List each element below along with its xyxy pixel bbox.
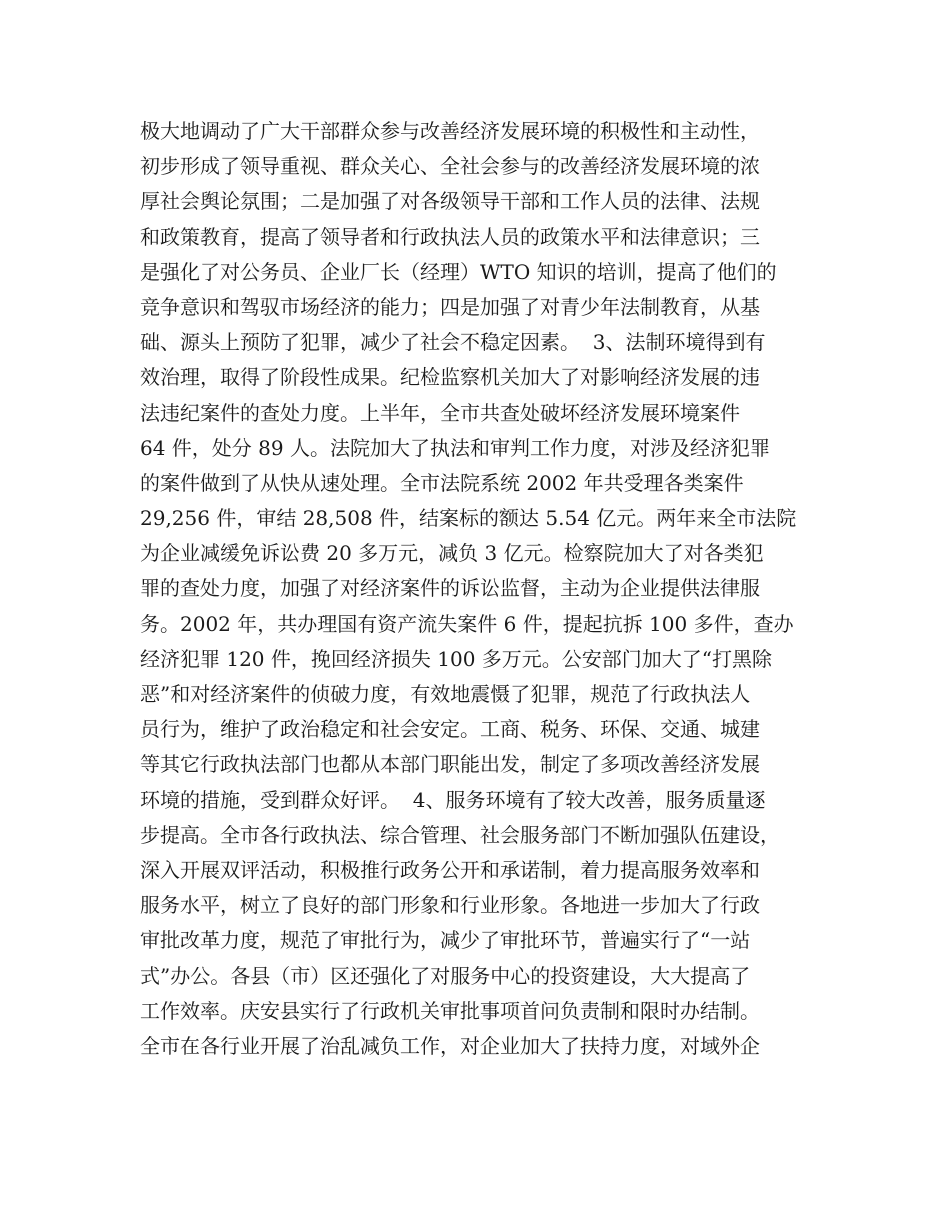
text-line: 初步形成了领导重视、群众关心、全社会参与的改善经济发展环境的浓 xyxy=(140,154,760,179)
text-line: 法违纪案件的查处力度。上半年，全市共查处破坏经济发展环境案件 xyxy=(140,400,740,425)
text-line: 为企业减缓免诉讼费 20 多万元，减负 3 亿元。检察院加大了对各类犯 xyxy=(140,541,764,566)
text-line: 极大地调动了广大干部群众参与改善经济发展环境的积极性和主动性， xyxy=(140,119,760,143)
text-line: 深入开展双评活动，积极推行政务公开和承诺制，着力提高服务效率和 xyxy=(140,857,760,882)
text-line: 工作效率。庆安县实行了行政机关审批事项首问负责制和限时办结制。 xyxy=(140,998,760,1023)
text-line: 是强化了对公务员、企业厂长（经理）WTO 知识的培训，提高了他们的 xyxy=(140,259,777,284)
text-line: 的案件做到了从快从速处理。全市法院系统 2002 年共受理各类案件 xyxy=(140,470,744,495)
text-line: 服务水平，树立了良好的部门形象和行业形象。各地进一步加大了行政 xyxy=(140,893,760,918)
text-line: 经济犯罪 120 件，挽回经济损失 100 多万元。公安部门加大了“打黑除 xyxy=(140,646,773,671)
text-line: 式”办公。各县（市）区还强化了对服务中心的投资建设，大大提高了 xyxy=(140,963,751,988)
text-line: 全市在各行业开展了治乱减负工作，对企业加大了扶持力度，对域外企 xyxy=(140,1033,760,1058)
text-line: 环境的措施，受到群众好评。 4、服务环境有了较大改善，服务质量逐 xyxy=(140,787,766,812)
text-line: 础、源头上预防了犯罪，减少了社会不稳定因素。 3、法制环境得到有 xyxy=(140,330,766,355)
text-line: 审批改革力度，规范了审批行为，减少了审批环节，普遍实行了“一站 xyxy=(140,928,751,953)
text-line: 等其它行政执法部门也都从本部门职能出发，制定了多项改善经济发展 xyxy=(140,752,760,777)
text-line: 务。2002 年，共办理国有资产流失案件 6 件，提起抗拆 100 多件，查办 xyxy=(140,611,794,636)
text-line: 员行为，维护了政治稳定和社会安定。工商、税务、环保、交通、城建 xyxy=(140,717,760,742)
text-line: 罪的查处力度，加强了对经济案件的诉讼监督，主动为企业提供法律服 xyxy=(140,576,760,601)
text-line: 64 件，处分 89 人。法院加大了执法和审判工作力度，对涉及经济犯罪 xyxy=(140,435,770,460)
text-line: 29,256 件，审结 28,508 件，结案标的额达 5.54 亿元。两年来全市法院 xyxy=(140,506,797,531)
text-line: 步提高。全市各行政执法、综合管理、社会服务部门不断加强队伍建设， xyxy=(140,822,780,847)
body-text xyxy=(140,114,830,1064)
text-line: 恶”和对经济案件的侦破力度，有效地震慑了犯罪，规范了行政执法人 xyxy=(140,682,751,706)
text-line: 竞争意识和驾驭市场经济的能力；四是加强了对青少年法制教育，从基 xyxy=(140,294,760,319)
text-line: 厚社会舆论氛围；二是加强了对各级领导干部和工作人员的法律、法规 xyxy=(140,189,760,214)
text-line: 效治理，取得了阶段性成果。纪检监察机关加大了对影响经济发展的违 xyxy=(140,365,760,390)
text-line: 和政策教育，提高了领导者和行政执法人员的政策水平和法律意识；三 xyxy=(140,224,760,249)
